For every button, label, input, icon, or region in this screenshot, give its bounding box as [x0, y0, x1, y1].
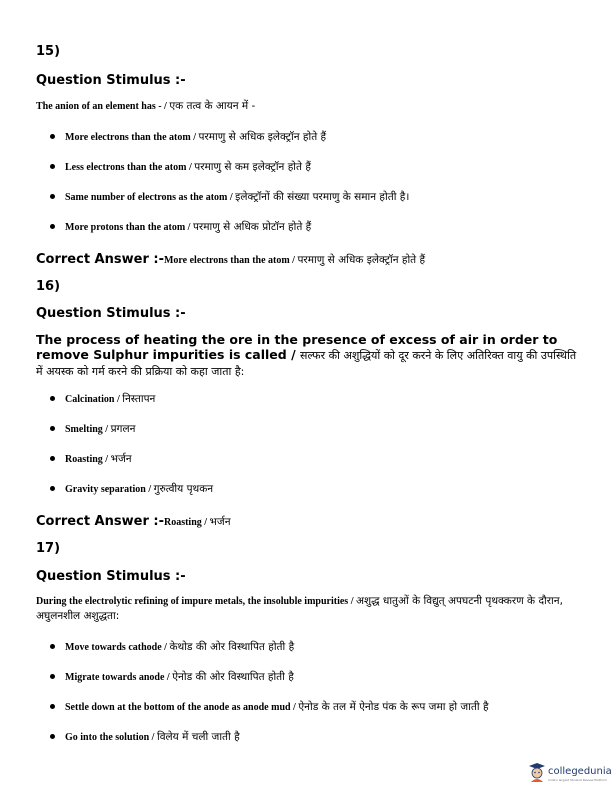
- bullet-icon: [50, 734, 55, 739]
- question-stem: The process of heating the ore in the presence of excess of air in order to remove Sulphur impurities is called / सल्फर की अशुद्धियों को दूर करने के लिए अतिरिक्त वायु की उपस्थिति में अयस्क को गर्म करने की प्रक्रिया को कहा जाता है:: [36, 332, 577, 378]
- question-stem: The anion of an element has - / एक तत्व के आयन में -: [36, 100, 256, 112]
- correct-answer: Correct Answer :-Roasting / भर्जन: [36, 514, 231, 529]
- question-number: 15): [36, 44, 61, 59]
- logo-tagline: India's largest Student Review Platform: [548, 778, 608, 782]
- collegedunia-logo: [528, 760, 612, 786]
- bullet-icon: [50, 704, 55, 709]
- question-stem: During the electrolytic refining of impure metals, the insoluble impurities / अशुद्ध धातुओं के विद्युत् अपघटनी पृथक्करण के दौरान, अघुलनशील अशुद्धता:: [36, 595, 563, 622]
- bullet-icon: [50, 486, 55, 491]
- bullet-icon: [50, 396, 55, 401]
- bullet-icon: [50, 224, 55, 229]
- bullet-icon: [50, 644, 55, 649]
- question-stimulus-label: Question Stimulus :-: [36, 569, 186, 584]
- question-number: 16): [36, 279, 61, 294]
- logo-name: collegedunia: [548, 766, 612, 777]
- graduate-mascot-icon: [528, 762, 546, 782]
- question-number: 17): [36, 541, 61, 556]
- bullet-icon: [50, 426, 55, 431]
- bullet-icon: [50, 674, 55, 679]
- question-stimulus-label: Question Stimulus :-: [36, 306, 186, 321]
- correct-answer: Correct Answer :-More electrons than the atom / परमाणु से अधिक इलेक्ट्रॉन होते हैं: [36, 252, 426, 267]
- bullet-icon: [50, 194, 55, 199]
- bullet-icon: [50, 164, 55, 169]
- bullet-icon: [50, 456, 55, 461]
- question-stimulus-label: Question Stimulus :-: [36, 73, 186, 88]
- bullet-icon: [50, 134, 55, 139]
